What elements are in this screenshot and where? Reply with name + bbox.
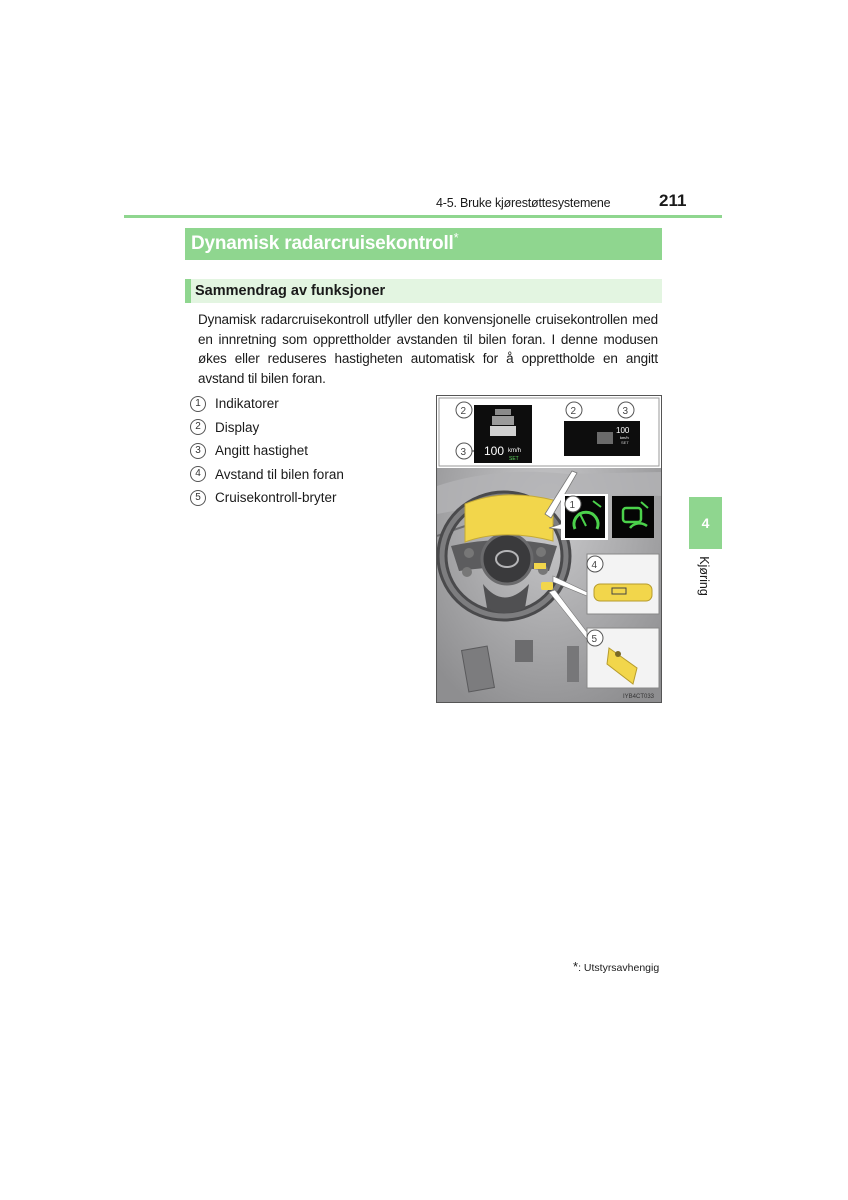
callout-number: 2 xyxy=(460,406,467,417)
set-speed-left: 100 xyxy=(484,444,505,458)
footnote-marker: * xyxy=(573,959,579,974)
indicator-panels xyxy=(561,494,654,540)
subheading: Sammendrag av funksjoner xyxy=(195,283,386,299)
vehicle-ahead-indicator xyxy=(612,496,654,538)
legend-label: Angitt hastighet xyxy=(215,443,309,459)
callout-3-left xyxy=(456,443,472,459)
figure-code: IYB4CT033 xyxy=(623,694,655,700)
callout-3-right xyxy=(618,402,634,418)
callout-2-left xyxy=(456,402,472,418)
set-speed-right: 100 xyxy=(616,426,630,435)
callout-2-right xyxy=(566,402,582,418)
section-title: 4-5. Bruke kjørestøttesystemene xyxy=(436,196,611,210)
intro-paragraph: Dynamisk radarcruisekontroll utfyller den konvensjonelle cruisekontrollen med en innretning som opprettholder avstanden til bilen foran. I denne modusen økes eller reduseres hastigheten automatisk for å opprettholde en angitt avstand til bilen foran. xyxy=(198,312,658,386)
chapter-label: Kjøring xyxy=(697,556,711,596)
legend-list xyxy=(190,392,344,510)
callout-number: 2 xyxy=(570,406,577,417)
subheading-band xyxy=(185,279,662,303)
subheading-bar xyxy=(185,279,191,303)
footnote xyxy=(573,959,659,974)
callout-number: 4 xyxy=(591,560,598,571)
cockpit-illustration xyxy=(436,395,662,703)
page-title: Dynamisk radarcruisekontroll xyxy=(191,233,454,254)
header-rule xyxy=(124,215,722,218)
set-label-left: SET xyxy=(509,456,519,462)
legend-label: Avstand til bilen foran xyxy=(215,466,344,482)
legend-number: 1 xyxy=(190,396,206,412)
speed-unit-right: km/h xyxy=(620,435,629,440)
legend-item xyxy=(190,392,344,416)
distance-switch-panel xyxy=(587,554,659,614)
legend-item xyxy=(190,439,344,463)
speed-unit-left: km/h xyxy=(508,448,522,454)
callout-number: 5 xyxy=(591,634,598,645)
cruise-lever-panel xyxy=(587,628,659,688)
legend-number: 4 xyxy=(190,466,206,482)
legend-number: 2 xyxy=(190,419,206,435)
legend-item xyxy=(190,416,344,440)
instrument-cluster-highlight xyxy=(465,495,553,542)
footnote-text: : Utstyrsavhengig xyxy=(578,962,660,974)
legend-item xyxy=(190,486,344,510)
legend-number: 3 xyxy=(190,443,206,459)
chapter-tab[interactable]: 4 xyxy=(689,497,722,549)
legend-label: Cruisekontroll-bryter xyxy=(215,490,337,506)
legend-label: Display xyxy=(215,419,260,435)
legend-label: Indikatorer xyxy=(215,396,279,412)
legend-number: 5 xyxy=(190,490,206,506)
legend-item xyxy=(190,463,344,487)
title-footnote-marker: * xyxy=(453,230,459,245)
callout-number: 3 xyxy=(622,406,629,417)
page-number: 211 xyxy=(659,191,687,210)
callout-number: 1 xyxy=(569,500,576,511)
title-band xyxy=(185,228,662,260)
callout-number: 3 xyxy=(460,447,467,458)
set-label-right: SET xyxy=(621,440,629,445)
